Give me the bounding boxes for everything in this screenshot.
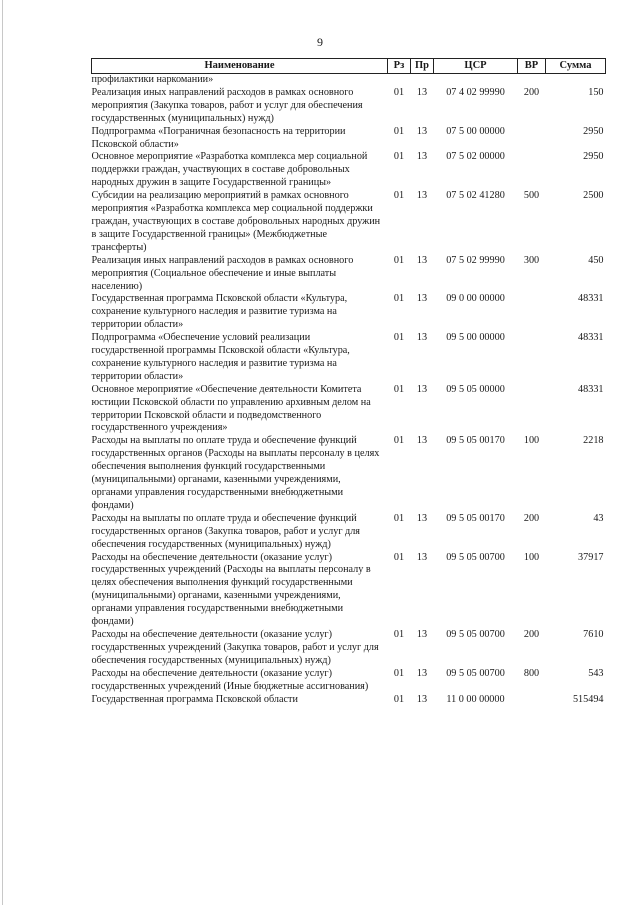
- cell-sum: 515494: [572, 693, 604, 705]
- cell-pr: 13: [416, 151, 428, 163]
- cell-name: Реализация иных направлений расходов в рамках основного мероприятия (Закупка товаров, работ и услуг для обеспечения государственных (муниципальных) нужд): [91, 86, 363, 124]
- cell-name: Расходы на обеспечение деятельности (оказание услуг) государственных учреждений (Закупка товаров, работ и услуг для обеспечения государственных (муниципальных) нужд): [91, 628, 379, 666]
- table-row: [92, 435, 606, 512]
- cell-vr: [518, 293, 546, 332]
- cell-rz: 01: [393, 190, 405, 202]
- cell-sum: [546, 74, 606, 87]
- cell-sum: 2950: [583, 151, 604, 163]
- cell-pr: 13: [416, 693, 428, 705]
- cell-pr: 13: [416, 667, 428, 679]
- cell-name: Основное мероприятие «Обеспечение деятельности Комитета юстиции Псковской области по управлению архивным делом на территории Псковской области и подведомственного государственного учреждения»: [91, 383, 371, 434]
- cell-csr: 09 5 05 00170: [446, 512, 505, 524]
- cell-rz: 01: [393, 628, 405, 640]
- header-sum: Сумма: [546, 59, 606, 74]
- cell-pr: 13: [416, 383, 428, 395]
- cell-name: Расходы на выплаты по оплате труда и обеспечение функций государственных органов (Расходы на выплаты персоналу в целях обеспечения выполнения функций государственными (муниципальными) органами, казенными учреждениями, органами управления государственными внебюджетными фондами): [91, 435, 380, 511]
- cell-vr: [518, 694, 546, 707]
- cell-rz: 01: [393, 332, 405, 344]
- table-row: [92, 552, 606, 629]
- cell-pr: 13: [416, 125, 428, 137]
- cell-pr: [411, 74, 434, 87]
- cell-pr: 13: [416, 86, 428, 98]
- header-pr: Пр: [411, 59, 434, 74]
- table-row: [92, 694, 606, 707]
- cell-sum: 48331: [578, 293, 604, 305]
- budget-table: [91, 58, 606, 706]
- cell-sum: 150: [588, 86, 604, 98]
- cell-vr: [518, 74, 546, 87]
- cell-vr: 300: [523, 254, 540, 266]
- page-number: 9: [317, 35, 323, 49]
- header-vr: ВР: [518, 59, 546, 74]
- cell-sum: 2218: [583, 435, 604, 447]
- cell-sum: 450: [588, 254, 604, 266]
- table-row: [92, 513, 606, 552]
- cell-sum: 48331: [578, 383, 604, 395]
- cell-rz: 01: [393, 435, 405, 447]
- cell-csr: 11 0 00 00000: [446, 693, 505, 705]
- table-body: [92, 74, 606, 707]
- cell-csr: 07 5 00 00000: [446, 125, 505, 137]
- cell-csr: 09 5 05 00700: [446, 551, 505, 563]
- cell-name: Подпрограмма «Пограничная безопасность на территории Псковской области»: [91, 125, 346, 150]
- cell-csr: 07 5 02 00000: [446, 151, 505, 163]
- cell-csr: 07 5 02 99990: [446, 254, 505, 266]
- cell-rz: 01: [393, 125, 405, 137]
- cell-sum: 37917: [578, 551, 604, 563]
- cell-csr: 07 4 02 99990: [446, 86, 505, 98]
- cell-pr: 13: [416, 628, 428, 640]
- cell-csr: [434, 74, 518, 87]
- cell-csr: 09 5 05 00000: [446, 383, 505, 395]
- cell-pr: 13: [416, 512, 428, 524]
- cell-name: Основное мероприятие «Разработка комплекса мер социальной поддержки граждан, участвующих в составе добровольных народных дружин в защите Государственной границы»: [91, 151, 368, 189]
- cell-vr: 500: [523, 190, 540, 202]
- header-csr: ЦСР: [434, 59, 518, 74]
- cell-sum: 2950: [583, 125, 604, 137]
- cell-pr: 13: [416, 190, 428, 202]
- cell-sum: 2500: [583, 190, 604, 202]
- cell-name: Расходы на выплаты по оплате труда и обеспечение функций государственных органов (Закупка товаров, работ и услуг для обеспечения государственных (муниципальных) нужд): [91, 512, 360, 550]
- cell-name: Субсидии на реализацию мероприятий в рамках основного мероприятия «Разработка комплекса мер социальной поддержки граждан, участвующих в составе добровольных народных дружин в защите Государственной границы» (Межбюджетные трансферты): [91, 190, 381, 253]
- cell-vr: [518, 332, 546, 384]
- cell-sum: 543: [588, 667, 604, 679]
- table-row: [92, 126, 606, 152]
- table-row: [92, 384, 606, 436]
- cell-rz: 01: [393, 86, 405, 98]
- cell-rz: 01: [393, 512, 405, 524]
- cell-pr: 13: [416, 332, 428, 344]
- cell-rz: 01: [393, 254, 405, 266]
- cell-sum: 43: [593, 512, 604, 524]
- cell-csr: 09 0 00 00000: [446, 293, 505, 305]
- table-row: [92, 293, 606, 332]
- table-row: [92, 332, 606, 384]
- cell-rz: 01: [393, 151, 405, 163]
- cell-vr: [518, 151, 546, 190]
- cell-csr: 09 5 05 00700: [446, 667, 505, 679]
- cell-vr: 200: [523, 512, 540, 524]
- cell-name: Государственная программа Псковской области: [91, 693, 298, 705]
- cell-sum: 7610: [583, 628, 604, 640]
- cell-rz: 01: [393, 693, 405, 705]
- table-row: [92, 190, 606, 255]
- table-row: [92, 74, 606, 87]
- cell-name: Расходы на обеспечение деятельности (оказание услуг) государственных учреждений (Иные бюджетные ассигнования): [91, 667, 369, 692]
- table-row: [92, 151, 606, 190]
- table-row: [92, 629, 606, 668]
- cell-vr: [518, 126, 546, 152]
- cell-sum: 48331: [578, 332, 604, 344]
- table-header-row: [92, 59, 606, 74]
- cell-rz: [388, 74, 411, 87]
- cell-pr: 13: [416, 551, 428, 563]
- cell-pr: 13: [416, 435, 428, 447]
- cell-rz: 01: [393, 383, 405, 395]
- cell-vr: 200: [523, 628, 540, 640]
- cell-csr: 09 5 00 00000: [446, 332, 505, 344]
- cell-pr: 13: [416, 254, 428, 266]
- cell-vr: [518, 384, 546, 436]
- cell-name: Государственная программа Псковской области «Культура, сохранение культурного наследия и развитие туризма на территории области»: [91, 293, 348, 331]
- header-rz: Рз: [388, 59, 411, 74]
- cell-name: профилактики наркомании»: [91, 74, 214, 85]
- table-row: [92, 87, 606, 126]
- cell-vr: 100: [523, 551, 540, 563]
- cell-name: Подпрограмма «Обеспечение условий реализации государственной программы Псковской области «Культура, сохранение культурного наследия и развитие туризма на территории области»: [91, 332, 350, 382]
- header-name: Наименование: [92, 59, 388, 74]
- scan-edge-line: [2, 0, 3, 905]
- cell-vr: 200: [523, 86, 540, 98]
- cell-rz: 01: [393, 551, 405, 563]
- cell-vr: 100: [523, 435, 540, 447]
- table-row: [92, 668, 606, 694]
- cell-rz: 01: [393, 293, 405, 305]
- cell-csr: 07 5 02 41280: [446, 190, 505, 202]
- cell-csr: 09 5 05 00170: [446, 435, 505, 447]
- cell-name: Реализация иных направлений расходов в рамках основного мероприятия (Социальное обеспечение и иные выплаты населению): [91, 254, 354, 292]
- table-row: [92, 255, 606, 294]
- cell-csr: 09 5 05 00700: [446, 628, 505, 640]
- cell-vr: 800: [523, 667, 540, 679]
- cell-rz: 01: [393, 667, 405, 679]
- cell-pr: 13: [416, 293, 428, 305]
- cell-name: Расходы на обеспечение деятельности (оказание услуг) государственных учреждений (Расходы на выплаты персоналу в целях обеспечения выполнения функций государственными (муниципальными) органами, казенными учреждениями, органами управления государственными внебюджетными фондами): [91, 551, 371, 628]
